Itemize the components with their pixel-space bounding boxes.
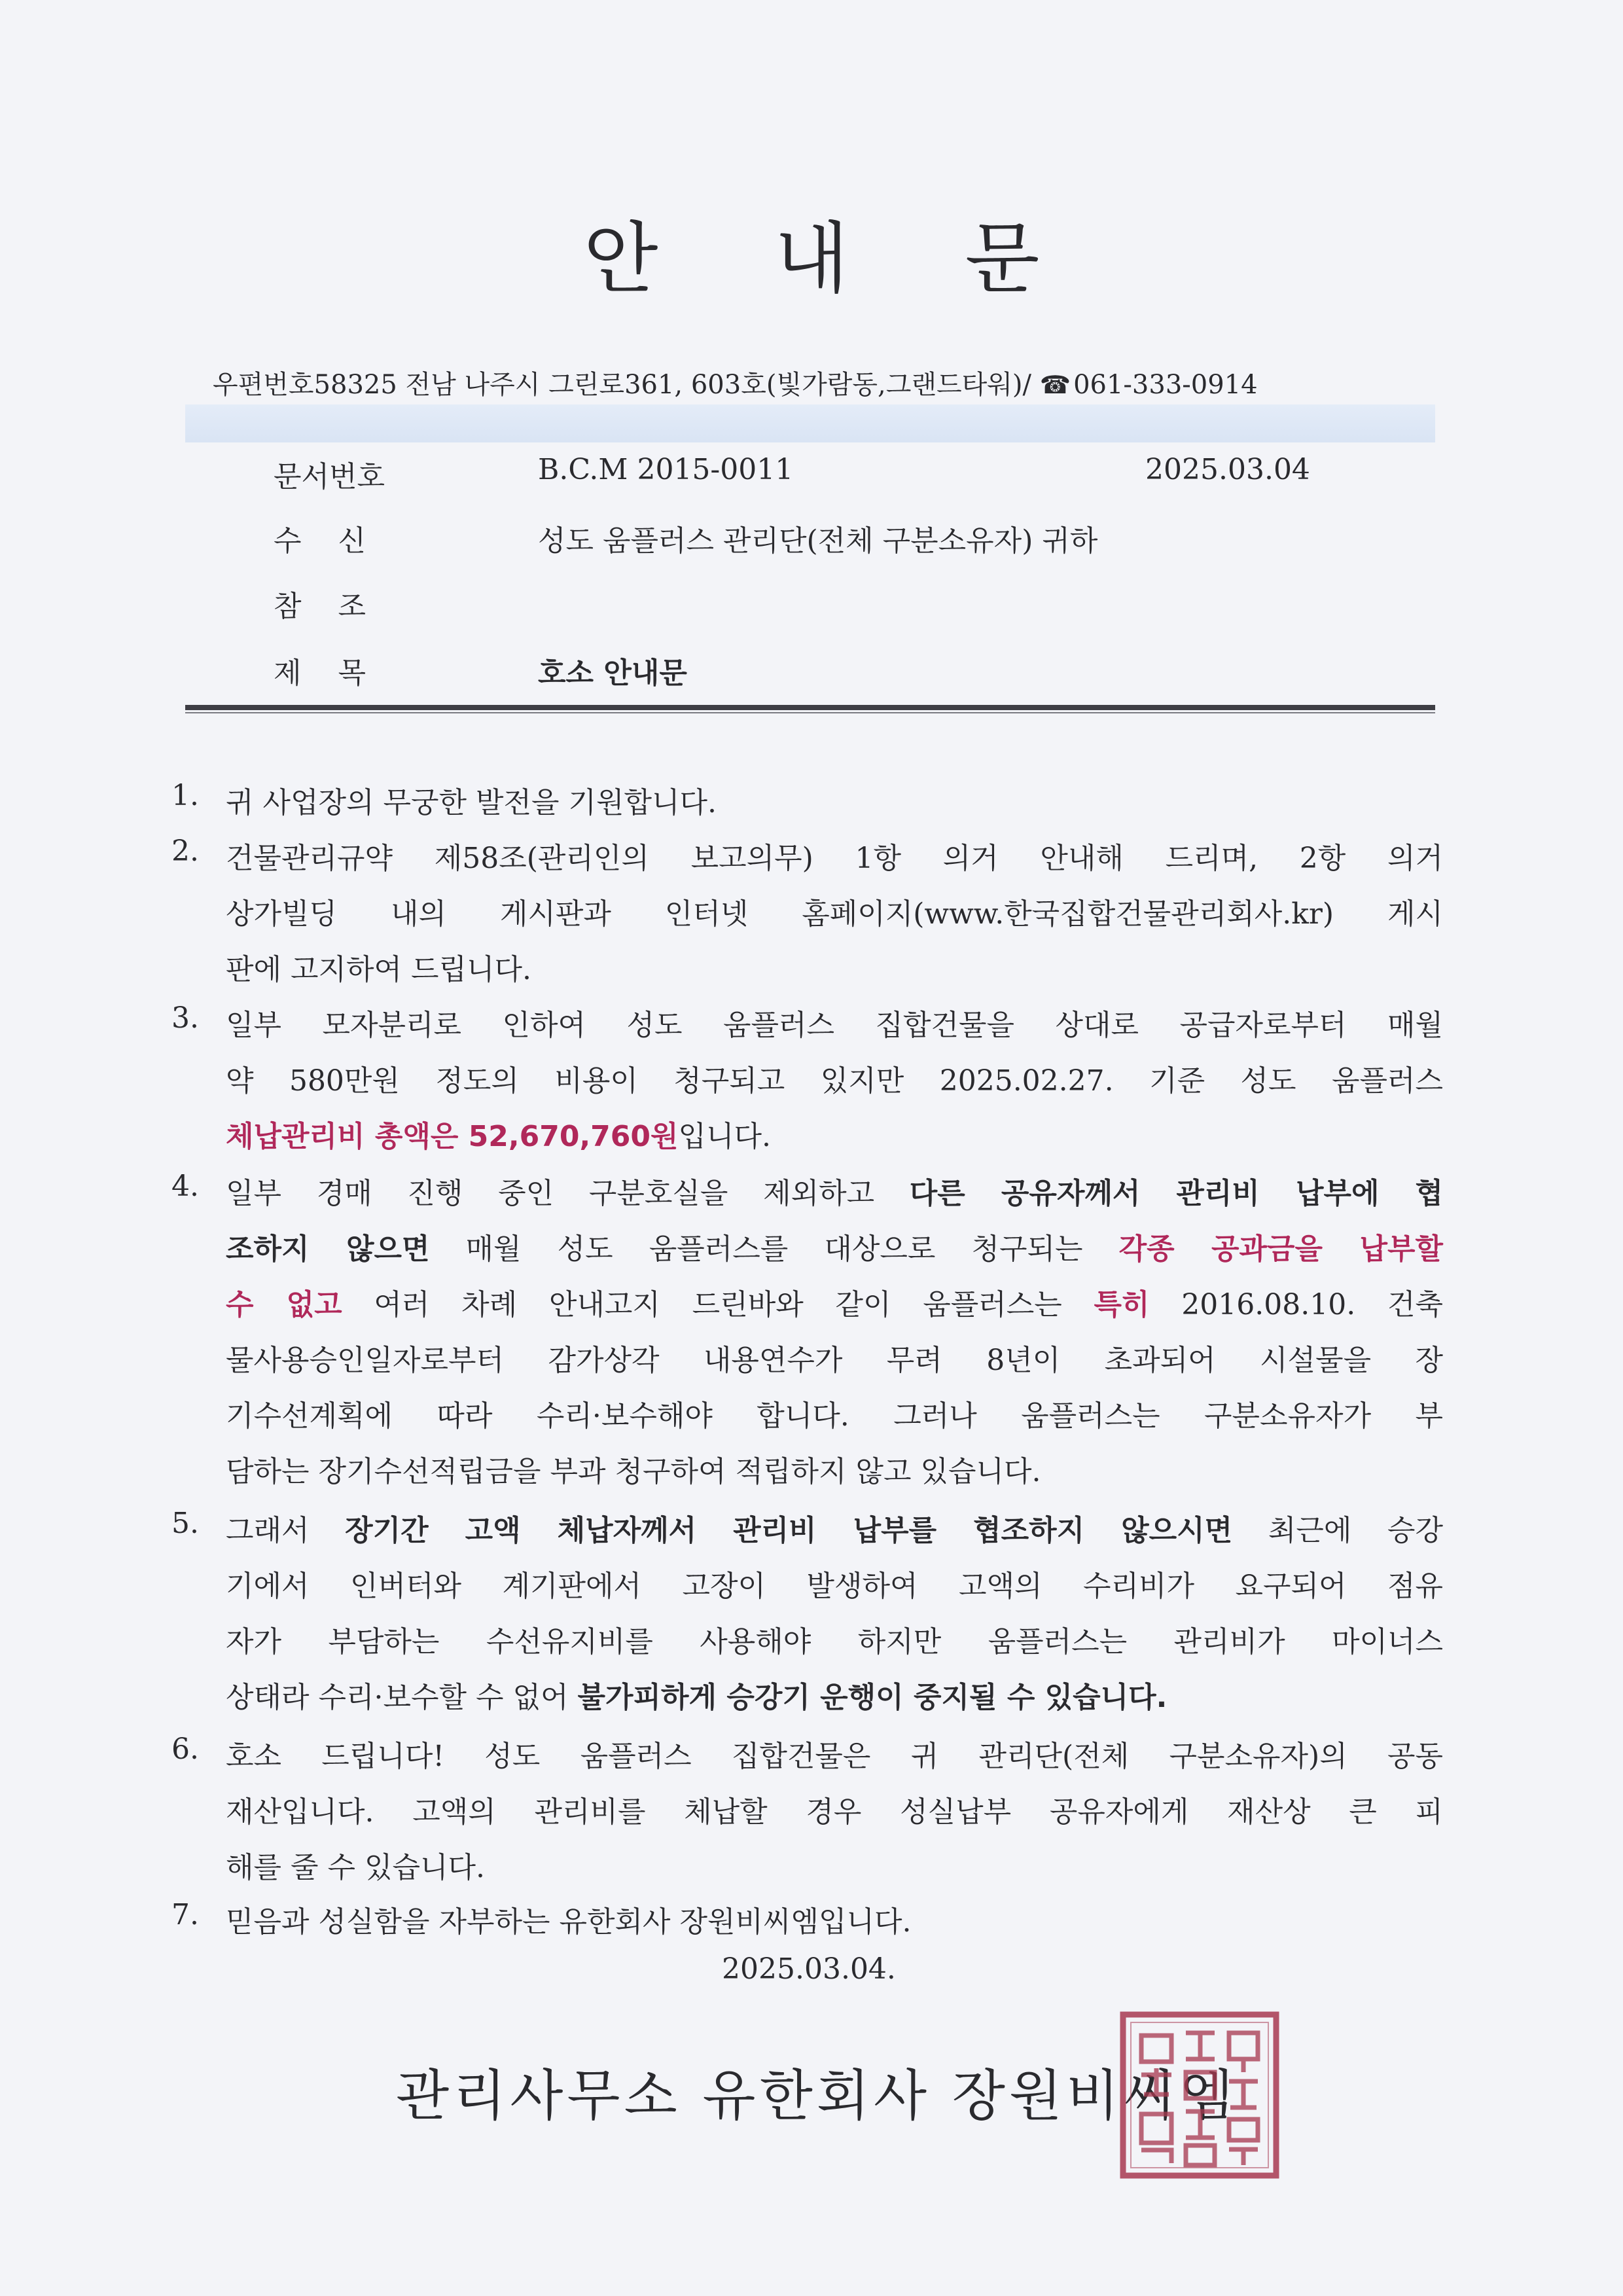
item-5-line-3: 자가 부담하는 수선유지비를 사용해야 하지만 움플러스는 관리비가 마이너스 bbox=[226, 1625, 1443, 1659]
overdue-total-highlight: 체납관리비 총액은 52,670,760원 bbox=[226, 1120, 679, 1153]
text-segment: 그래서 bbox=[226, 1514, 346, 1547]
item-4-line-5: 기수선계획에 따라 수리·보수해야 합니다. 그러나 움플러스는 구분소유자가 부 bbox=[226, 1399, 1443, 1433]
doc-date: 2025.03.04 bbox=[1145, 453, 1310, 486]
text-segment: 최근에 승강 bbox=[1232, 1514, 1443, 1547]
reference-label: 참 조 bbox=[274, 590, 366, 623]
text-segment: 매월 성도 움플러스를 대상으로 청구되는 bbox=[429, 1232, 1119, 1266]
item-6-line-2: 재산입니다. 고액의 관리비를 체납할 경우 성실납부 공유자에게 재산상 큰 피 bbox=[226, 1795, 1444, 1829]
header-divider-thin bbox=[185, 712, 1435, 713]
item-5-line-2: 기에서 인버터와 계기판에서 고장이 발생하여 고액의 수리비가 요구되어 점유 bbox=[226, 1570, 1443, 1603]
item-number: 3. bbox=[171, 1001, 199, 1035]
signature-line: 관리사무소 유한회사 장원비씨엠 bbox=[396, 2064, 1238, 2128]
item-2-line-2: 상가빌딩 내의 게시판과 인터넷 홈페이지(www.한국집합건물관리회사.kr) 게시 bbox=[226, 897, 1443, 931]
address-band bbox=[185, 404, 1435, 442]
item-4-line-4: 물사용승인일자로부터 감가상각 내용연수가 무려 8년이 초과되어 시설물을 장 bbox=[226, 1344, 1443, 1377]
phone-icon: ☎ bbox=[1039, 370, 1071, 399]
text-segment: 일부 경매 진행 중인 구분호실을 제외하고 bbox=[226, 1177, 910, 1210]
item-number: 5. bbox=[171, 1507, 199, 1540]
item-4-line-1 bbox=[226, 1170, 1443, 1211]
item-3-line-1: 일부 모자분리로 인하여 성도 움플러스 집합건물을 상대로 공급자로부터 매월 bbox=[226, 1009, 1443, 1042]
item-7-line-1: 믿음과 성실함을 자부하는 유한회사 장원비씨엠입니다. bbox=[226, 1905, 912, 1939]
company-seal bbox=[1118, 2009, 1281, 2181]
item-number: 2. bbox=[171, 834, 199, 868]
item-4-line-3 bbox=[226, 1281, 1443, 1323]
recipient-label: 수 신 bbox=[274, 524, 366, 558]
item-number: 7. bbox=[171, 1898, 199, 1931]
item-2-line-3: 판에 고지하여 드립니다. bbox=[226, 953, 531, 986]
recipient-value: 성도 움플러스 관리단(전체 구분소유자) 귀하 bbox=[538, 524, 1098, 558]
text-segment: 상태라 수리·보수할 수 없어 bbox=[226, 1681, 578, 1714]
doc-number-value: B.C.M 2015-0011 bbox=[538, 453, 794, 486]
item-4-line-6: 담하는 장기수선적립금을 부과 청구하여 적립하지 않고 있습니다. bbox=[226, 1455, 1041, 1488]
item-1-line-1: 귀 사업장의 무궁한 발전을 기원합니다. bbox=[226, 786, 717, 819]
item-6-line-1: 호소 드립니다! 성도 움플러스 집합건물은 귀 관리단(전체 구분소유자)의 공동 bbox=[226, 1740, 1443, 1773]
item-3-line-3 bbox=[226, 1113, 1443, 1155]
highlight-segment: 수 없고 bbox=[226, 1288, 342, 1321]
document-title: 안 내 문 bbox=[583, 213, 1086, 304]
bold-segment: 불가피하게 승강기 운행이 중지될 수 있습니다. bbox=[577, 1681, 1168, 1714]
text-segment: 여러 차례 안내고지 드린바와 같이 움플러스는 bbox=[342, 1288, 1094, 1321]
highlight-segment: 각종 공과금을 납부할 bbox=[1118, 1232, 1444, 1266]
header-divider bbox=[185, 705, 1435, 710]
item-5-line-4 bbox=[226, 1674, 1443, 1715]
item-4-line-2 bbox=[226, 1225, 1443, 1267]
item-6-line-3: 해를 줄 수 있습니다. bbox=[226, 1851, 485, 1884]
closing-date: 2025.03.04. bbox=[722, 1952, 896, 1986]
bold-segment: 조하지 않으면 bbox=[226, 1232, 430, 1266]
item-3-tail: 입니다. bbox=[678, 1120, 772, 1153]
item-5-line-1 bbox=[226, 1507, 1443, 1549]
sender-address bbox=[213, 364, 1258, 401]
highlight-segment: 특히 bbox=[1094, 1288, 1150, 1321]
item-3-line-2: 약 580만원 정도의 비용이 청구되고 있지만 2025.02.27. 기준 성도 움플러스 bbox=[226, 1064, 1443, 1098]
doc-number-label: 문서번호 bbox=[274, 460, 385, 493]
bold-segment: 장기간 고액 체납자께서 관리비 납부를 협조하지 않으시면 bbox=[345, 1514, 1233, 1547]
phone-number: 061-333-0914 bbox=[1073, 370, 1258, 400]
subject-label: 제 목 bbox=[274, 656, 366, 690]
bold-segment: 다른 공유자께서 관리비 납부에 협 bbox=[909, 1177, 1443, 1210]
item-number: 1. bbox=[171, 779, 199, 812]
address-text: 우편번호58325 전남 나주시 그린로361, 603호(빛가람동,그랜드타워)/ bbox=[213, 370, 1031, 400]
text-segment: 2016.08.10. 건축 bbox=[1149, 1288, 1443, 1321]
item-number: 4. bbox=[171, 1170, 199, 1203]
subject-value: 호소 안내문 bbox=[538, 656, 687, 690]
item-2-line-1: 건물관리규약 제58조(관리인의 보고의무) 1항 의거 안내해 드리며, 2항 의거 bbox=[226, 842, 1443, 875]
item-number: 6. bbox=[171, 1732, 199, 1766]
